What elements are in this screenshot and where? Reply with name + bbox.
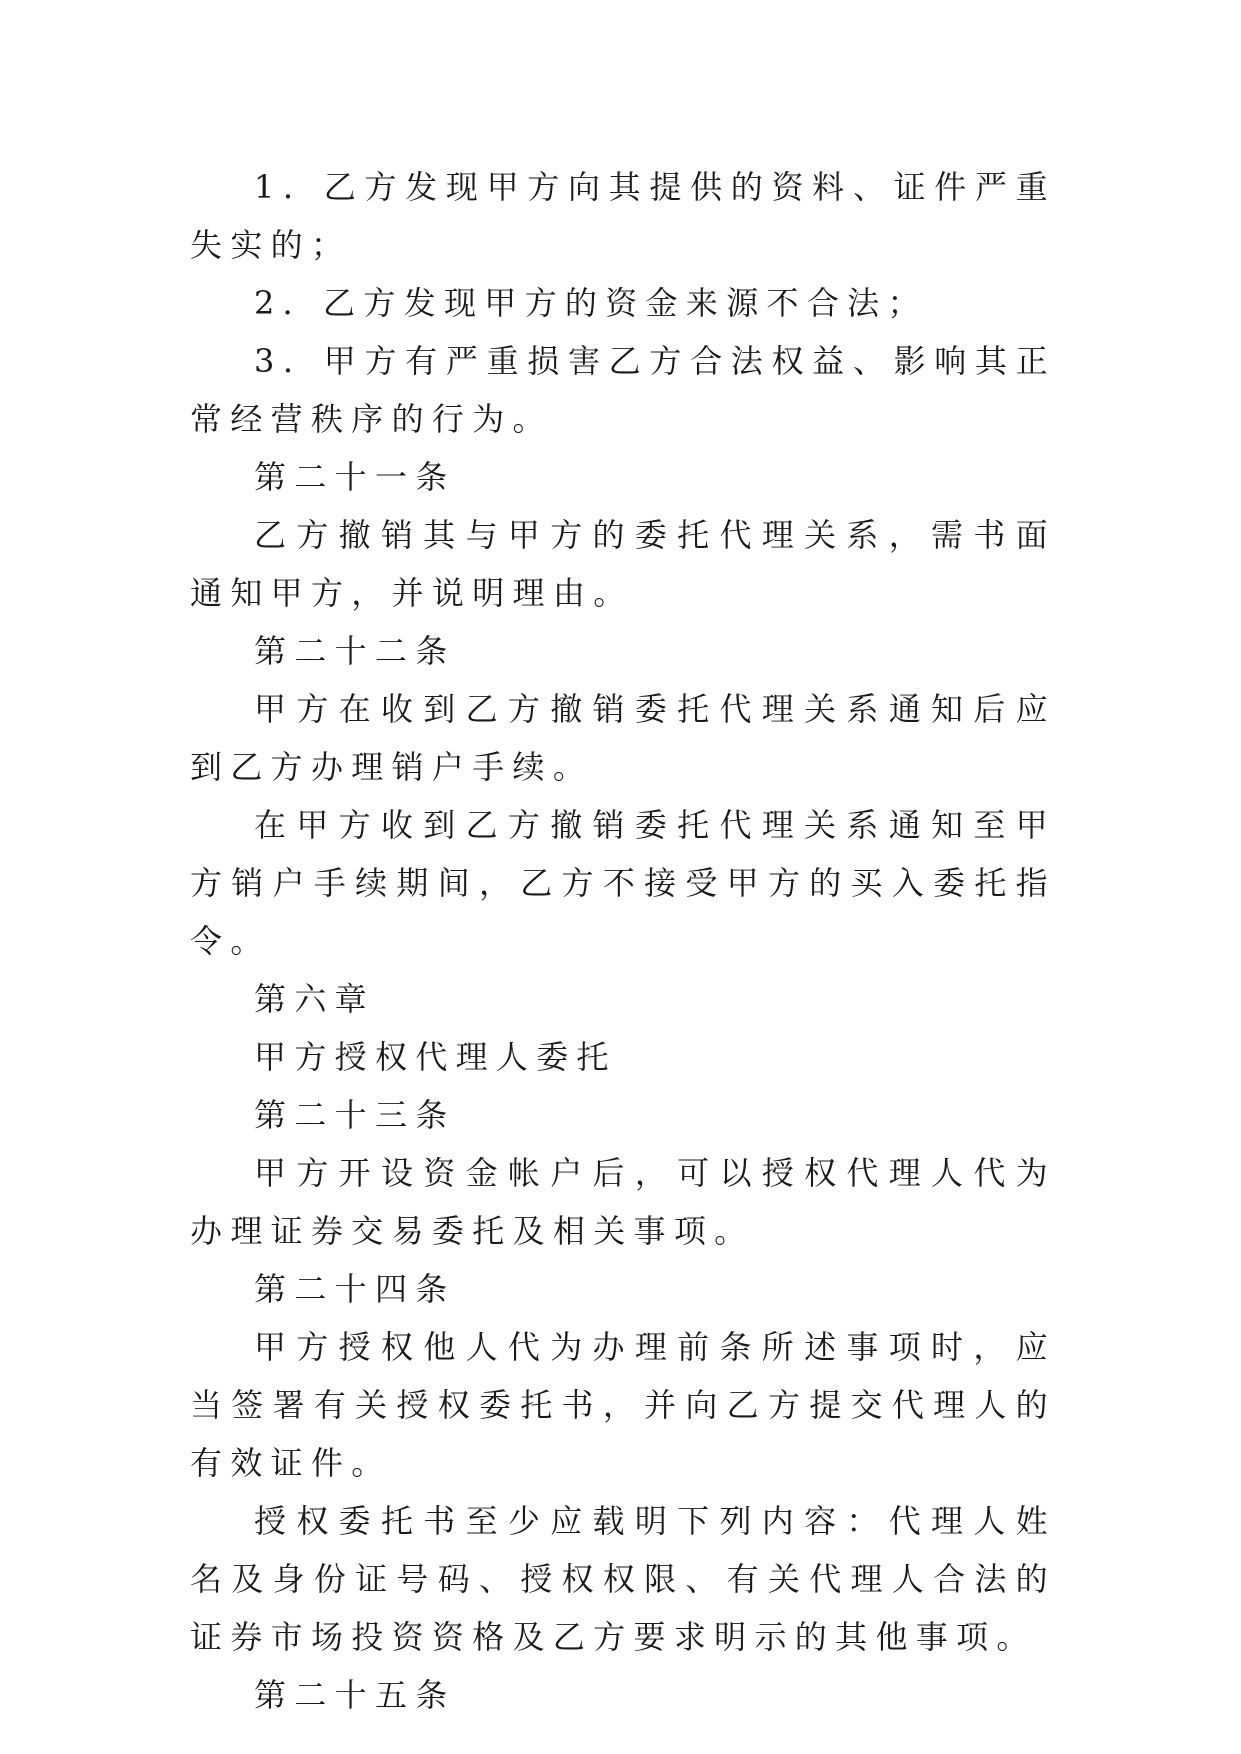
article-22-text-1: 甲方在收到乙方撤销委托代理关系通知后应到乙方办理销户手续。 (190, 690, 1056, 786)
clause-item-2: 2．乙方发现甲方的资金来源不合法； (254, 284, 928, 322)
article-21-heading: 第二十一条 (254, 458, 456, 496)
article-24-text-1: 甲方授权他人代为办理前条所述事项时，应当签署有关授权委托书，并向乙方提交代理人的有效证件。 (190, 1328, 1056, 1482)
article-21-text: 乙方撤销其与甲方的委托代理关系，需书面通知甲方，并说明理由。 (190, 516, 1056, 612)
chapter-6-title: 甲方授权代理人委托 (254, 1038, 617, 1076)
article-23-heading: 第二十三条 (254, 1096, 456, 1134)
article-24-text-2: 授权委托书至少应载明下列内容：代理人姓名及身份证号码、授权权限、有关代理人合法的证券市场投资资格及乙方要求明示的其他事项。 (190, 1502, 1056, 1656)
clause-item-1: 1．乙方发现甲方向其提供的资料、证件严重失实的； (190, 168, 1056, 264)
article-25-heading: 第二十五条 (254, 1676, 456, 1714)
article-22-heading: 第二十二条 (254, 632, 456, 670)
clause-item-3: 3．甲方有严重损害乙方合法权益、影响其正常经营秩序的行为。 (190, 342, 1056, 438)
chapter-6-heading: 第六章 (254, 980, 375, 1018)
document-body (190, 158, 1056, 1724)
article-23-text: 甲方开设资金帐户后，可以授权代理人代为办理证券交易委托及相关事项。 (190, 1154, 1056, 1250)
article-22-text-2: 在甲方收到乙方撤销委托代理关系通知至甲方销户手续期间，乙方不接受甲方的买入委托指令。 (190, 806, 1056, 960)
article-24-heading: 第二十四条 (254, 1270, 456, 1308)
